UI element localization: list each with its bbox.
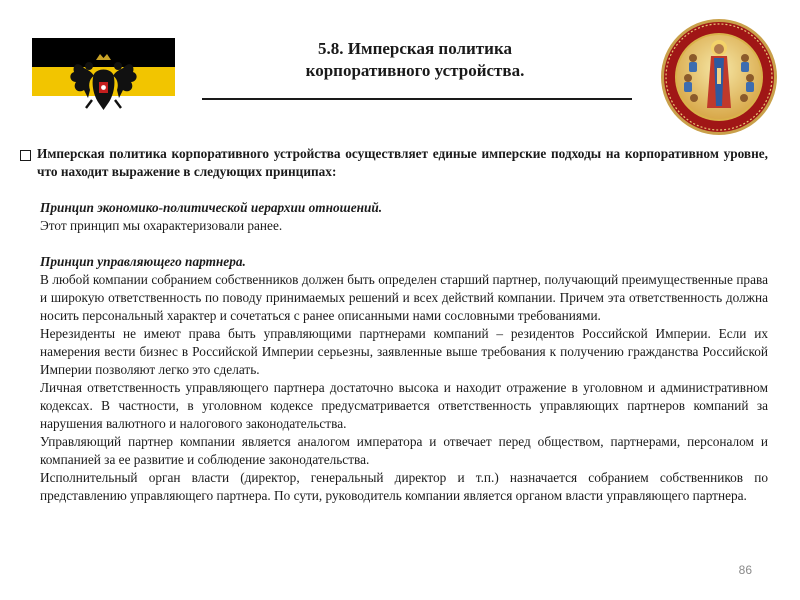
paragraph: Управляющий партнер компании является аналогом императора и отвечает перед обществом, партнерами, персоналом и компанией за ее развитие и соблюдение законодательства.: [40, 434, 768, 467]
page-number: 86: [738, 563, 752, 577]
paragraph: В любой компании собранием собственников должен быть определен старший партнер, получающий преимущественные права и широкую ответственность по поводу принимаемых решений и всех действий компании. Причем эта ответственность должна носить персональный характер и сочетаться с ранее описанными нами сословными требованиями.: [40, 272, 768, 323]
slide-title-line1: 5.8. Имперская политика: [318, 39, 512, 58]
principle1-text: Этот принцип мы охарактеризовали ранее.: [40, 218, 283, 233]
paragraph: Нерезиденты не имеют права быть управляющими партнерами компаний – резидентов Российской Империи. Если их намерения вести бизнес в Российской Империи серьезны, заявленные выше требования к получению гражданства Российской Империи позволяют легко это сделать.: [40, 326, 768, 377]
slide-title-line2: корпоративного устройства.: [305, 61, 525, 80]
religious-icon-medallion: [660, 18, 778, 136]
paragraph: Личная ответственность управляющего партнера достаточно высока и находит отражение в уголовном и административном кодексах. В частности, в уголовном кодексе предусматривается ответственность управляющих партнеров компаний за нарушения валютного и налогового законодательства.: [40, 380, 768, 431]
principle1-heading: Принцип экономико-политической иерархии отношений.: [40, 200, 383, 215]
principle2-heading: Принцип управляющего партнера.: [40, 254, 246, 269]
content-body: [40, 181, 768, 505]
intro-bullet: [20, 145, 768, 181]
title-underline: [202, 98, 632, 100]
paragraph: Исполнительный орган власти (директор, генеральный директор и т.п.) назначается собранием собственников по представлению управляющего партнера. По сути, руководитель компании является органом власти управляющего партнера.: [40, 470, 768, 503]
intro-text: Имперская политика корпоративного устройства осуществляет единые имперские подходы на корпоративном уровне, что находит выражение в следующих принципах:: [37, 146, 768, 179]
checkbox-bullet-icon: [20, 150, 31, 161]
imperial-flag-icon: [32, 38, 175, 125]
slide-content: [20, 145, 768, 505]
slide-title: [200, 38, 630, 82]
